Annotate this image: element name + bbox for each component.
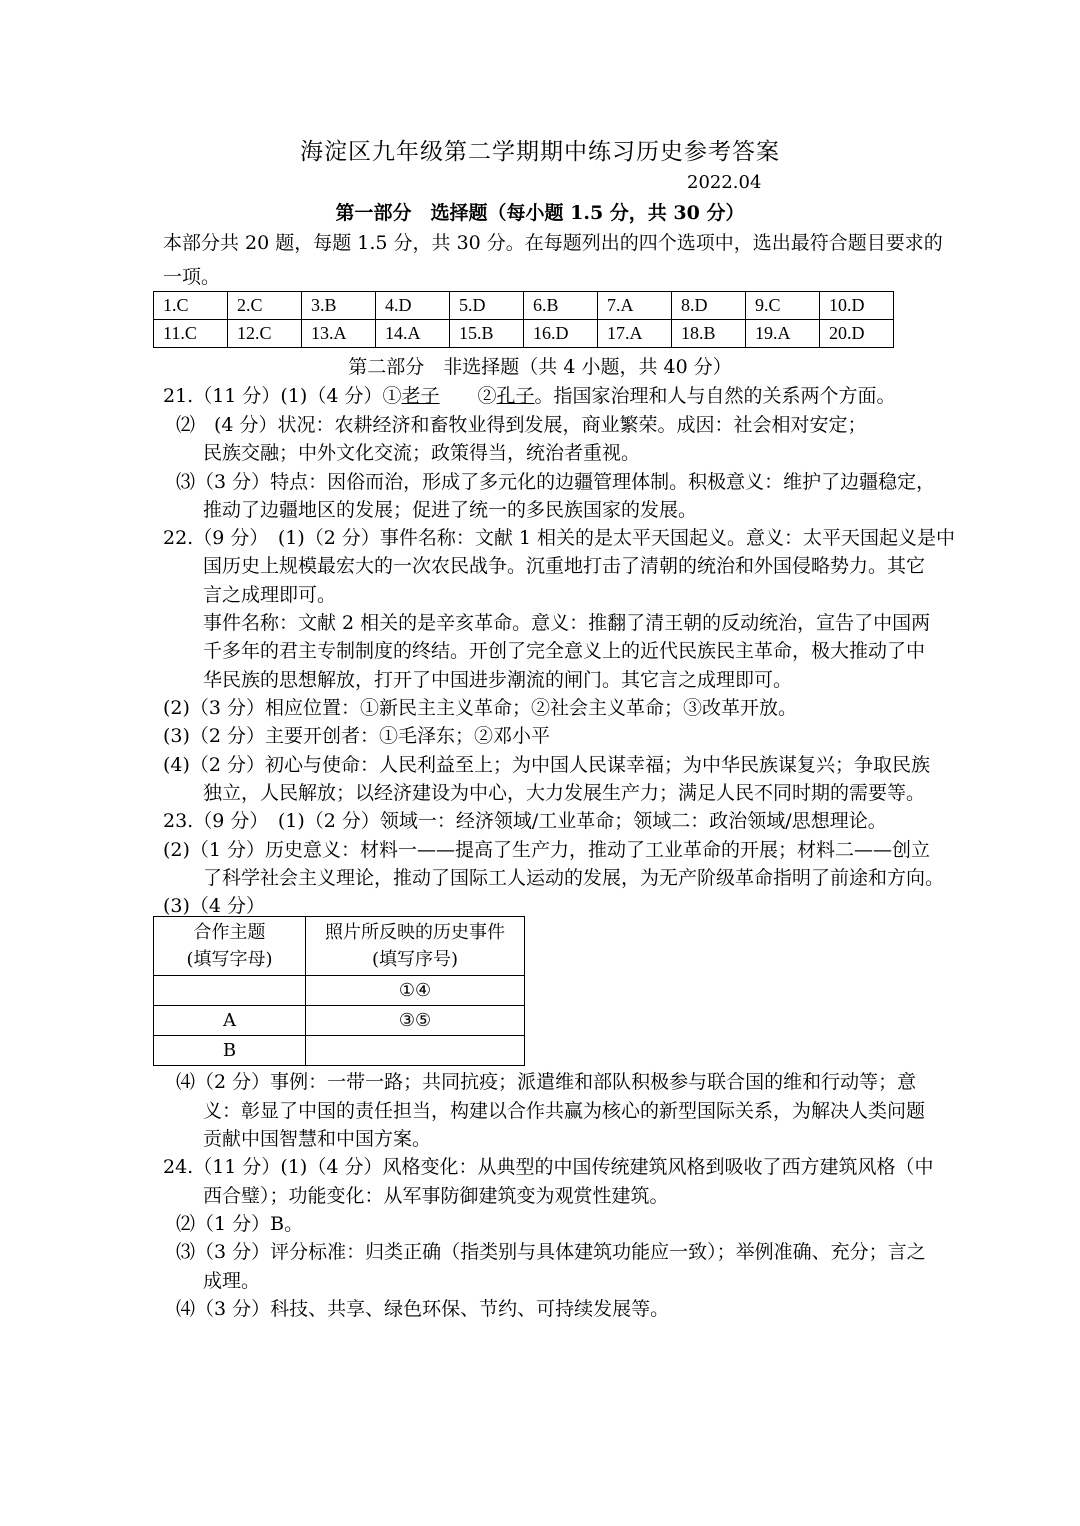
answer-cell: 10.D — [820, 292, 894, 320]
q23-line5: ⑷（2 分）事例：一带一路；共同抗疫；派遣维和部队积极参与联合国的维和行动等；意 — [176, 1071, 917, 1093]
part1-intro-line2: 一项。 — [163, 266, 221, 288]
q24-line4: ⑶（3 分）评分标准：归类正确（指类别与具体建筑功能应一致）；举例准确、充分；言之 — [176, 1241, 926, 1263]
q22-line9: (4)（2 分）初心与使命：人民利益至上；为中国人民谋幸福；为中华民族谋复兴；争取民族 — [163, 754, 931, 776]
q22-line6: 华民族的思想解放，打开了中国进步潮流的闸门。其它言之成理即可。 — [203, 669, 793, 691]
answer-cell: 15.B — [450, 320, 524, 348]
answer-cell: 6.B — [524, 292, 598, 320]
q23-line2: (2)（1 分）历史意义：材料一——提高了生产力，推动了工业革命的开展；材料二——创立 — [163, 839, 931, 861]
answer-row-2 — [154, 320, 894, 348]
answer-cell: 20.D — [820, 320, 894, 348]
document-date: 2022.04 — [687, 172, 762, 193]
part2-heading: 第二部分 非选择题（共 4 小题，共 40 分） — [348, 356, 732, 378]
q21-prefix: 21.（11 分）(1)（4 分）① — [163, 385, 402, 407]
answer-laozi: 老子 — [401, 385, 440, 407]
q24-line1: 24.（11 分）(1)（4 分）风格变化：从典型的中国传统建筑风格到吸收了西方建筑风格（中 — [163, 1156, 934, 1178]
q24-line2: 西合璧）；功能变化：从军事防御建筑变为观赏性建筑。 — [203, 1185, 669, 1207]
part1-intro-line1: 本部分共 20 题，每题 1.5 分，共 30 分。在每题列出的四个选项中，选出最符合题目要求的 — [163, 232, 943, 254]
q22-line7: (2)（3 分）相应位置：①新民主主义革命；②社会主义革命；③改革开放。 — [163, 697, 798, 719]
q22-line2: 国历史上规模最宏大的一次农民战争。沉重地打击了清朝的统治和外国侵略势力。其它 — [203, 555, 926, 577]
answer-cell: 9.C — [746, 292, 820, 320]
answer-cell: 1.C — [154, 292, 228, 320]
coop-header-theme-line1: 合作主题 — [193, 922, 266, 943]
q22-line5: 千多年的君主专制制度的终结。开创了完全意义上的近代民族民主革命，极大推动了中 — [203, 640, 926, 662]
answer-cell: 12.C — [228, 320, 302, 348]
cooperation-table — [153, 916, 525, 1066]
answer-cell: 7.A — [598, 292, 672, 320]
q23-line4: (3)（4 分） — [163, 895, 266, 917]
coop-header-events-line1: 照片所反映的历史事件 — [325, 922, 505, 943]
answer-cell: 5.D — [450, 292, 524, 320]
q21-line2: ⑵ (4 分）状况：农耕经济和畜牧业得到发展，商业繁荣。成因：社会相对安定； — [176, 414, 867, 436]
answer-cell: 2.C — [228, 292, 302, 320]
q22-line3: 言之成理即可。 — [203, 584, 337, 606]
q23-line1: 23.（9 分） (1)（2 分）领域一：经济领域/工业革命；领域二：政治领域/思想理论。 — [163, 810, 887, 832]
q22-line1: 22.（9 分） (1)（2 分）事件名称：文献 1 相关的是太平天国起义。意义：太平天国起义是中 — [163, 527, 956, 549]
coop-theme-cell — [154, 976, 306, 1006]
q22-line10: 独立，人民解放；以经济建设为中心，大力发展生产力；满足人民不同时期的需要等。 — [203, 782, 926, 804]
q24-line6: ⑷（3 分）科技、共享、绿色环保、节约、可持续发展等。 — [176, 1298, 670, 1320]
q22-line4: 事件名称：文献 2 相关的是辛亥革命。意义：推翻了清王朝的反动统治，宣告了中国两 — [203, 612, 931, 634]
q21-line4: ⑶（3 分）特点：因俗而治，形成了多元化的边疆管理体制。积极意义：维护了边疆稳定， — [176, 471, 936, 493]
coop-events-cell: ①④ — [306, 976, 525, 1006]
q21-line3: 民族交融；中外文化交流；政策得当，统治者重视。 — [203, 442, 641, 464]
q22-line8: (3)（2 分）主要开创者：①毛泽东；②邓小平 — [163, 725, 551, 747]
q23-line3: 了科学社会主义理论，推动了国际工人运动的发展，为无产阶级革命指明了前途和方向。 — [203, 867, 945, 889]
coop-theme-cell: B — [154, 1036, 306, 1066]
coop-header-row — [154, 917, 525, 976]
answer-cell: 13.A — [302, 320, 376, 348]
q23-line6: 义：彰显了中国的责任担当，构建以合作共赢为核心的新型国际关系，为解决人类问题 — [203, 1100, 926, 1122]
coop-events-cell — [306, 1036, 525, 1066]
answer-cell: 17.A — [598, 320, 672, 348]
answer-cell: 4.D — [376, 292, 450, 320]
q21-gap: ② — [439, 385, 497, 407]
coop-row — [154, 1006, 525, 1036]
page-title: 海淀区九年级第二学期期中练习历史参考答案 — [300, 139, 780, 165]
choice-answer-table — [153, 291, 894, 348]
answer-cell: 16.D — [524, 320, 598, 348]
answer-cell: 8.D — [672, 292, 746, 320]
coop-header-events — [306, 917, 525, 976]
q23-line7: 贡献中国智慧和中国方案。 — [203, 1128, 432, 1150]
answer-cell: 19.A — [746, 320, 820, 348]
coop-header-events-line2: (填写序号) — [371, 949, 459, 970]
answer-cell: 18.B — [672, 320, 746, 348]
coop-header-theme — [154, 917, 306, 976]
q21-rest: 。指国家治理和人与自然的关系两个方面。 — [534, 385, 896, 407]
answer-kongzi: 孔子 — [496, 385, 535, 407]
coop-theme-cell: A — [154, 1006, 306, 1036]
answer-cell: 14.A — [376, 320, 450, 348]
coop-header-theme-line2: (填写字母) — [186, 949, 273, 970]
coop-events-cell: ③⑤ — [306, 1006, 525, 1036]
q24-line5: 成理。 — [203, 1270, 261, 1292]
q21-line1 — [163, 381, 896, 408]
part1-heading: 第一部分 选择题（每小题 1.5 分，共 30 分） — [335, 202, 745, 224]
q21-line5: 推动了边疆地区的发展；促进了统一的多民族国家的发展。 — [203, 499, 698, 521]
answer-row-1 — [154, 292, 894, 320]
q24-line3: ⑵（1 分）B。 — [176, 1213, 304, 1235]
coop-row — [154, 1036, 525, 1066]
coop-row — [154, 976, 525, 1006]
answer-cell: 3.B — [302, 292, 376, 320]
answer-cell: 11.C — [154, 320, 228, 348]
